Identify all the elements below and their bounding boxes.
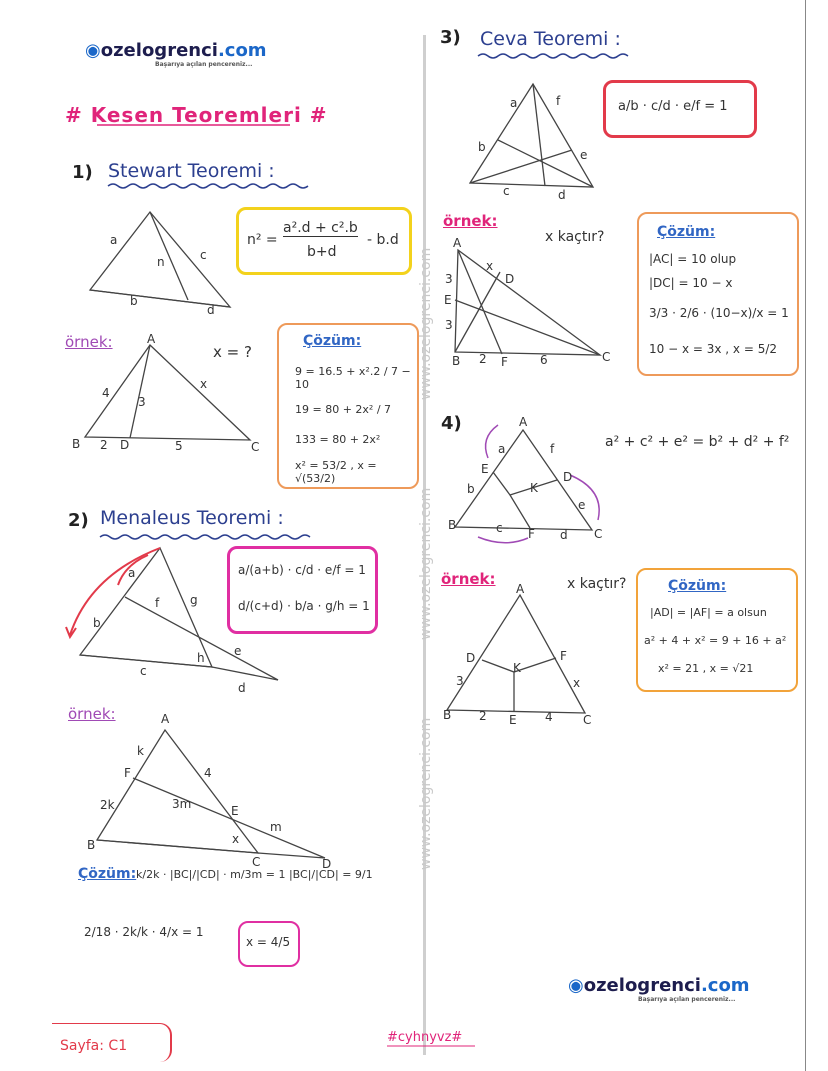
footer-hashtag: #cyhnyvz# <box>387 1030 463 1045</box>
label-g: g <box>190 593 198 607</box>
point-F: F <box>501 355 508 369</box>
label-f: f <box>550 442 555 456</box>
section-number: 3) <box>440 27 461 48</box>
solution-line: 3/3 · 2/6 · (10−x)/x = 1 <box>649 306 789 320</box>
point-E: E <box>444 293 452 307</box>
purple-arrow <box>486 425 498 458</box>
length-x: x <box>486 259 494 273</box>
solution-line: 9 = 16.5 + x².2 / 7 − 10 <box>295 365 411 391</box>
question-text: x kaçtır? <box>545 229 605 245</box>
brand-logo: ◉ozelogrenci.com Başarıya açılan pencereniz... <box>85 40 267 68</box>
label-h: h <box>197 651 205 665</box>
solution-line: |DC| = 10 − x <box>649 276 733 290</box>
point-C: C <box>594 527 603 541</box>
solution-line: |AC| = 10 olup <box>649 252 737 266</box>
point-D: D <box>505 272 515 286</box>
solution-line: a² + 4 + x² = 9 + 16 + a² <box>644 634 787 647</box>
point-D: D <box>120 438 130 452</box>
logo-icon: ◉ <box>85 40 101 61</box>
example-label: örnek: <box>443 212 498 230</box>
point-E: E <box>481 462 489 476</box>
solution-box <box>636 568 798 692</box>
solution-line: |AD| = |AF| = a olsun <box>650 606 767 619</box>
solution-line: 10 − x = 3x , x = 5/2 <box>649 342 778 356</box>
length-2: 2 <box>479 709 487 723</box>
formula-line: d/(c+d) · b/a · g/h = 1 <box>238 599 370 613</box>
label-d: d <box>558 188 566 202</box>
point-F: F <box>528 527 535 541</box>
formula-box <box>236 207 412 275</box>
point-A: A <box>516 582 525 596</box>
solution-box <box>277 323 419 489</box>
label-d: d <box>560 528 568 542</box>
label-e: e <box>580 148 588 162</box>
example-label: örnek: <box>68 705 116 723</box>
length-x: x <box>573 676 581 690</box>
length-6: 6 <box>540 353 548 367</box>
point-K: K <box>530 481 538 495</box>
label-a: a <box>498 442 506 456</box>
length-k: k <box>137 744 144 758</box>
point-D: D <box>322 857 332 871</box>
formula-line: a/b · c/d · e/f = 1 <box>618 99 728 114</box>
label-f: f <box>556 94 561 108</box>
point-K: K <box>513 661 521 675</box>
solution-line: 2/18 · 2k/k · 4/x = 1 <box>84 925 204 939</box>
point-F: F <box>560 649 567 663</box>
label-a: a <box>510 96 518 110</box>
solution-title: Çözüm: <box>78 866 137 882</box>
label-d: d <box>238 681 246 695</box>
solution-title: Çözüm: <box>303 333 362 349</box>
point-B: B <box>72 437 81 451</box>
point-C: C <box>602 350 611 364</box>
length-4: 4 <box>102 386 110 400</box>
length-2: 2 <box>100 438 108 452</box>
label-c: c <box>496 521 503 535</box>
point-B: B <box>443 708 452 722</box>
length-2k: 2k <box>100 798 115 812</box>
formula-right: - b.d <box>367 232 399 248</box>
formula-left: n² = <box>247 232 278 248</box>
question-text: x kaçtır? <box>567 576 627 592</box>
formula-box <box>227 546 378 634</box>
label-b: b <box>467 482 475 496</box>
logo-tagline: Başarıya açılan pencereniz... <box>155 61 253 68</box>
length-4: 4 <box>204 766 212 780</box>
point-E: E <box>509 713 517 727</box>
length-3: 3 <box>445 318 453 332</box>
label-b: b <box>130 294 138 308</box>
label-c: c <box>503 184 510 198</box>
point-A: A <box>519 415 528 429</box>
label-c: c <box>140 664 147 678</box>
watermark-text: www.ozelogrenci.com <box>418 717 434 870</box>
page-number: Sayfa: C1 <box>60 1038 128 1054</box>
question-text: x = ? <box>213 343 252 361</box>
section-title: Stewart Teoremi : <box>108 160 275 182</box>
section-number: 2) <box>68 510 89 531</box>
logo-icon: ◉ <box>568 975 584 996</box>
point-F: F <box>124 766 131 780</box>
formula-denominator: b+d <box>307 244 337 260</box>
menelaus-example-triangle <box>97 730 325 858</box>
solution-title: Çözüm: <box>668 578 727 594</box>
purple-arrow <box>478 537 528 543</box>
example-label: örnek: <box>65 333 113 351</box>
length-3: 3 <box>445 272 453 286</box>
point-B: B <box>448 518 457 532</box>
length-4: 4 <box>545 710 553 724</box>
length-x: x <box>200 377 208 391</box>
length-m: m <box>270 820 282 834</box>
section-title: Ceva Teoremi : <box>480 28 621 50</box>
section-number: 4) <box>441 413 462 434</box>
point-A: A <box>147 332 156 346</box>
watermark-text: www.ozelogrenci.com <box>418 247 434 400</box>
length-5: 5 <box>175 439 183 453</box>
label-n: n <box>157 255 165 269</box>
length-3m: 3m <box>172 797 192 811</box>
wavy-underline <box>478 54 628 58</box>
point-B: B <box>452 354 461 368</box>
solution-line: x² = 21 , x = √21 <box>658 662 754 675</box>
point-C: C <box>251 440 260 454</box>
length-3: 3 <box>138 395 146 409</box>
point-D: D <box>466 651 476 665</box>
section-title: Menaleus Teoremi : <box>100 507 284 529</box>
point-D: D <box>563 470 573 484</box>
formula-line: a² + c² + e² = b² + d² + f² <box>605 434 790 450</box>
formula-numerator: a².d + c².b <box>283 220 358 236</box>
solution-line: 133 = 80 + 2x² <box>295 433 381 446</box>
brand-logo: ◉ozelogrenci.com Başarıya açılan pencereniz... <box>568 975 750 1003</box>
label-d: d <box>207 303 215 317</box>
wavy-underline <box>100 535 310 539</box>
solution-line: 19 = 80 + 2x² / 7 <box>295 403 392 416</box>
solution-box <box>637 212 799 376</box>
watermark-text: www.ozelogrenci.com <box>418 487 434 640</box>
ceva-example-triangle <box>455 250 600 355</box>
length-2: 2 <box>479 352 487 366</box>
label-c: c <box>200 248 207 262</box>
solution-line: x² = 53/2 , x = √(53/2) <box>295 459 377 485</box>
point-C: C <box>583 713 592 727</box>
point-A: A <box>453 236 462 250</box>
length-x: x <box>232 832 240 846</box>
label-b: b <box>93 616 101 630</box>
label-f: f <box>155 596 160 610</box>
page-title: # Kesen Teoremleri # <box>65 103 328 127</box>
red-arrow <box>70 548 160 635</box>
length-3: 3 <box>456 674 464 688</box>
point-E: E <box>231 804 239 818</box>
point-A: A <box>161 712 170 726</box>
wavy-underline <box>108 184 308 188</box>
logo-tagline: Başarıya açılan pencereniz... <box>638 996 736 1003</box>
section-number: 1) <box>72 162 93 183</box>
formula-box <box>603 80 757 138</box>
answer-box <box>238 921 300 967</box>
point-B: B <box>87 838 96 852</box>
ceva-triangle <box>470 84 593 187</box>
solution-line: k/2k · |BC|/|CD| · m/3m = 1 |BC|/|CD| = 9/1 <box>136 868 373 881</box>
point-C: C <box>252 855 261 869</box>
label-e: e <box>234 644 242 658</box>
formula-line: a/(a+b) · c/d · e/f = 1 <box>238 563 366 577</box>
page-number-box <box>52 1023 172 1062</box>
label-a: a <box>128 566 136 580</box>
label-e: e <box>578 498 586 512</box>
label-b: b <box>478 140 486 154</box>
answer-text: x = 4/5 <box>246 935 291 949</box>
solution-title: Çözüm: <box>657 224 716 240</box>
label-a: a <box>110 233 118 247</box>
example-label: örnek: <box>441 570 496 588</box>
